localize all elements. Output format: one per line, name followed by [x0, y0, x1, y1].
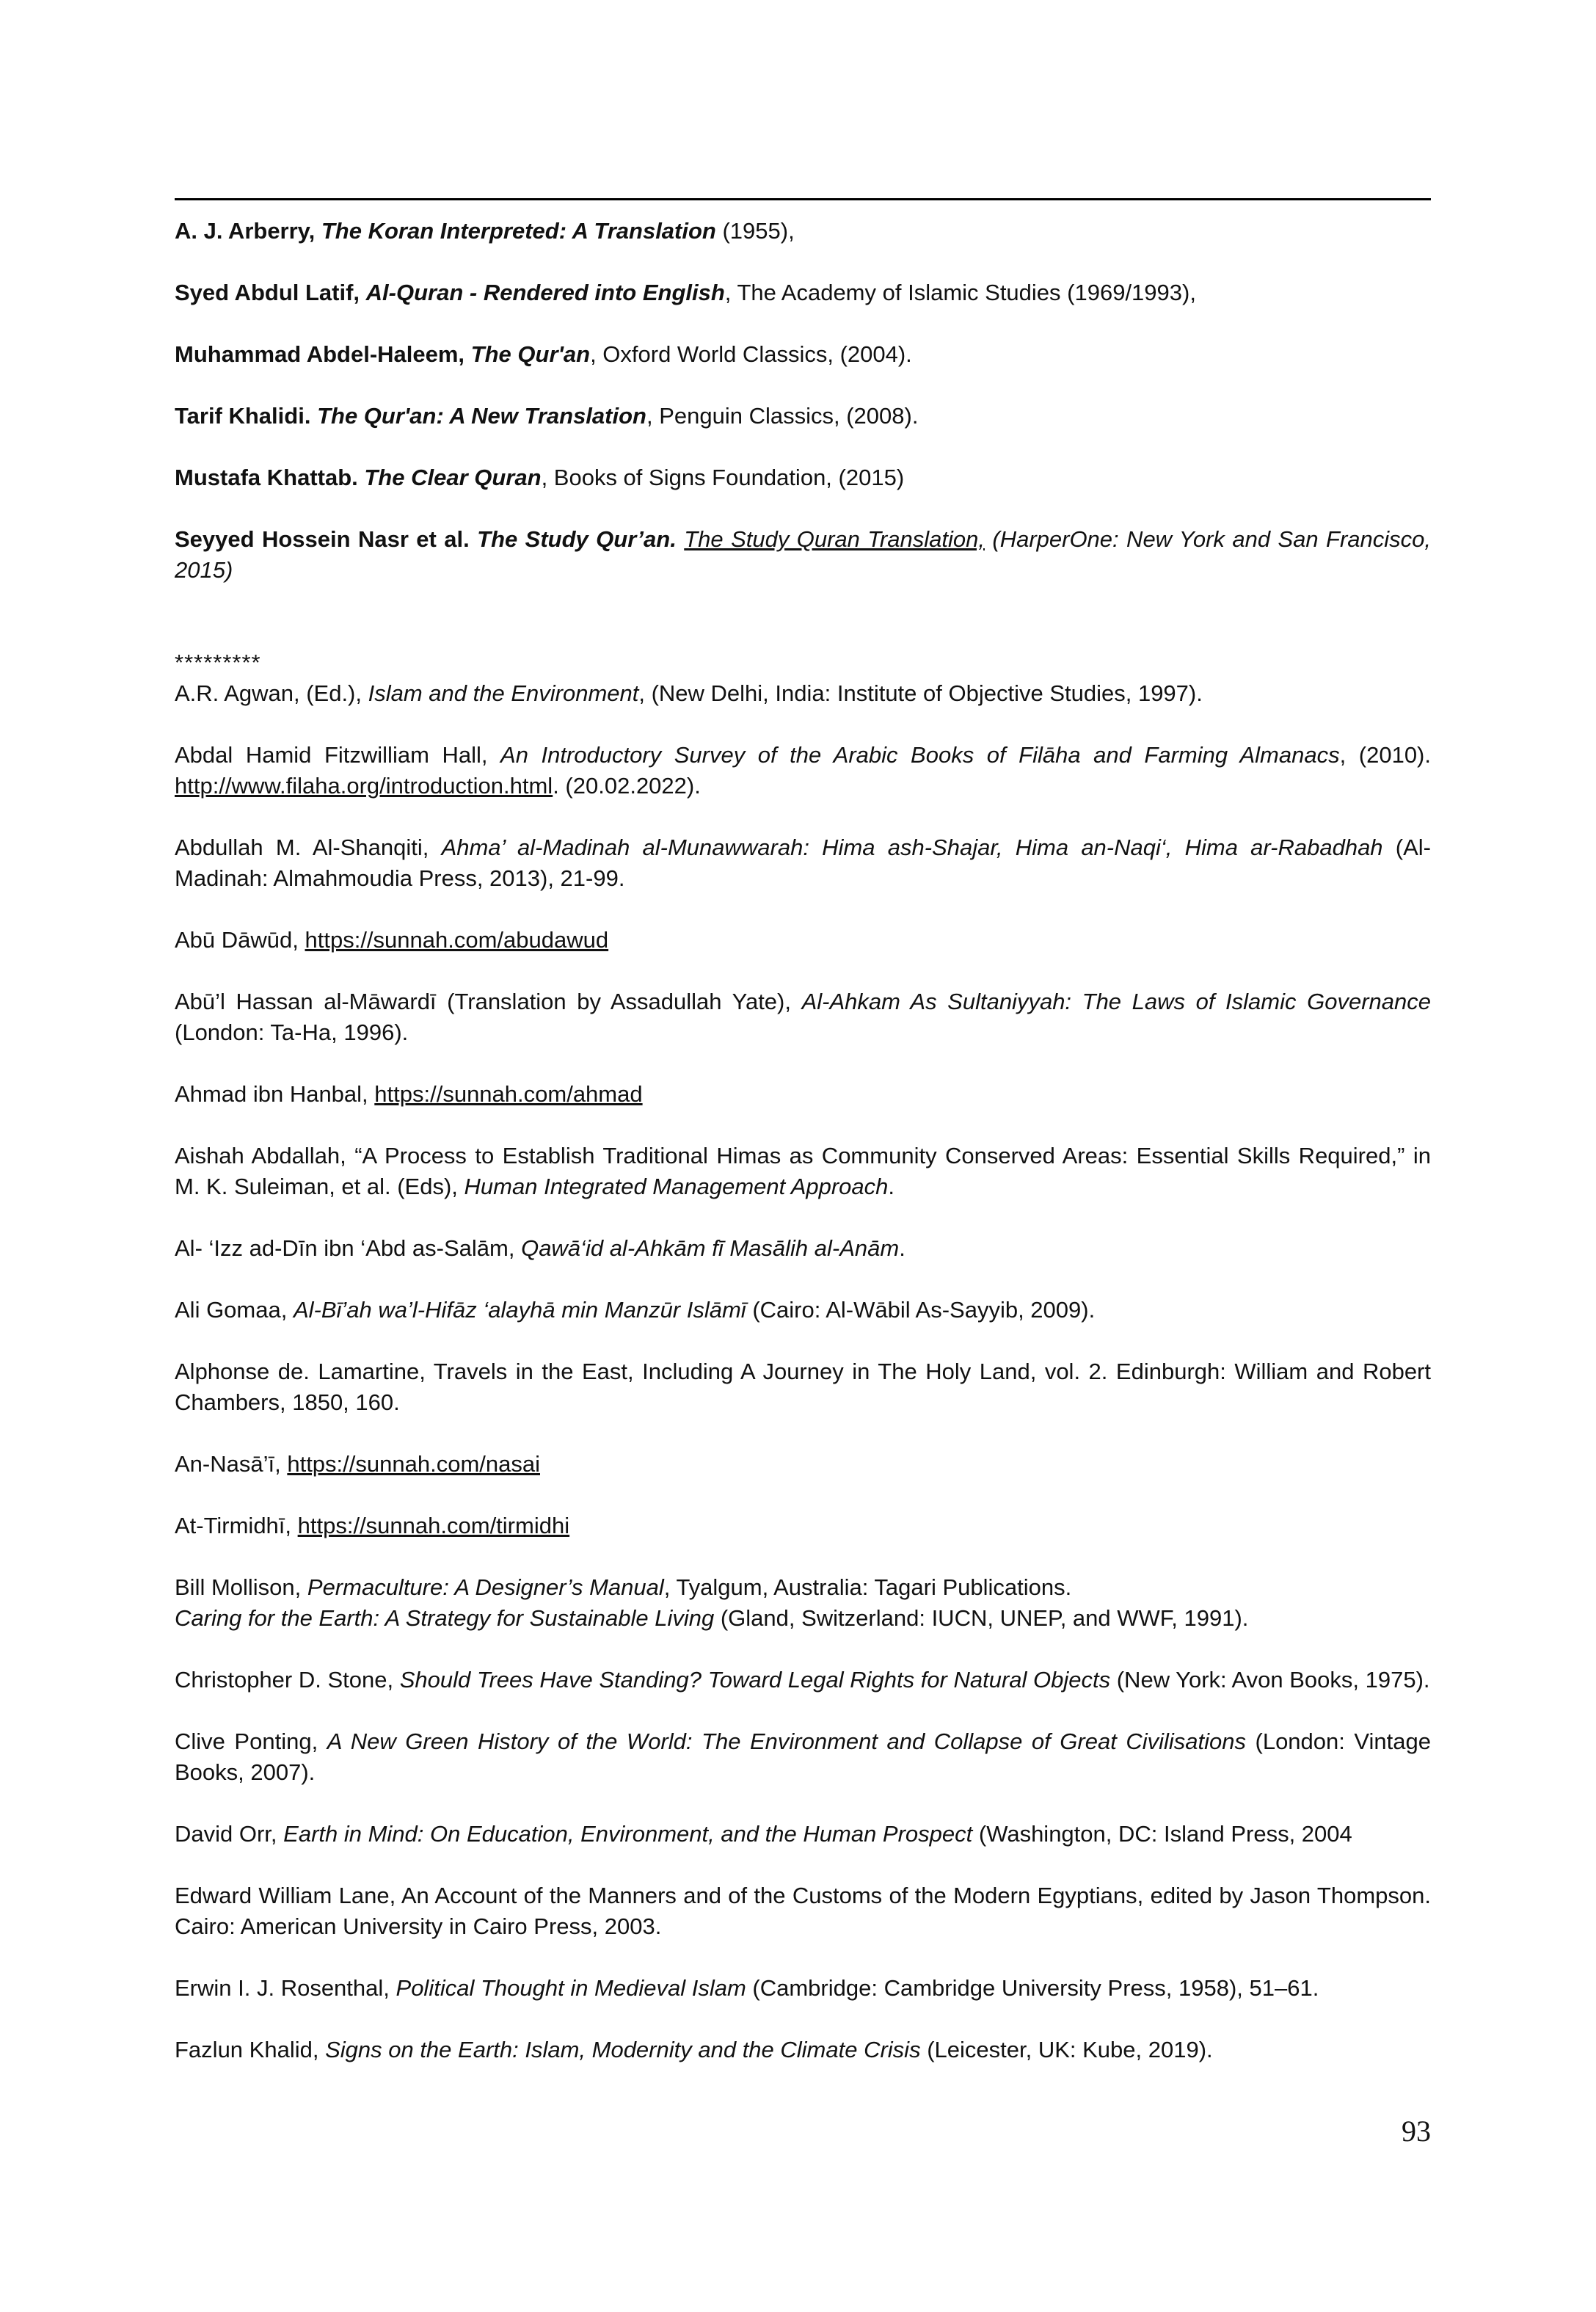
bib-entry-khalidi: Tarif Khalidi. The Qur'an: A New Translation, Penguin Classics, (2008).	[175, 403, 919, 429]
bib-entry-caring: Caring for the Earth: A Strategy for Sustainable Living (Gland, Switzerland: IUCN, UNEP, and WWF, 1991).	[175, 1605, 1249, 1631]
bib-entry-rosenthal: Erwin I. J. Rosenthal, Political Thought in Medieval Islam (Cambridge: Cambridge University Press, 1958), 51–61.	[175, 1975, 1319, 2001]
nasai-link[interactable]: https://sunnah.com/nasai	[287, 1451, 540, 1477]
bib-entry-lamartine: Alphonse de. Lamartine, Travels in the East, Including A Journey in The Holy Land, vol. 2. Edinburgh: William and Robert Chambers, 1850, 160.	[175, 1359, 1431, 1415]
page-number: 93	[1402, 2115, 1431, 2148]
bib-entry-mollison: Bill Mollison, Permaculture: A Designer’s Manual, Tyalgum, Australia: Tagari Publications.	[175, 1574, 1072, 1600]
bib-entry-khalid: Fazlun Khalid, Signs on the Earth: Islam, Modernity and the Climate Crisis (Leicester, UK: Kube, 2019).	[175, 2037, 1213, 2062]
tirmidhi-link[interactable]: https://sunnah.com/tirmidhi	[297, 1513, 570, 1538]
bib-entry-nasai: An-Nasā’ī, https://sunnah.com/nasai	[175, 1451, 540, 1477]
section-separator: *********	[175, 650, 261, 675]
bib-entry-khattab: Mustafa Khattab. The Clear Quran, Books of Signs Foundation, (2015)	[175, 465, 905, 490]
bib-entry-tirmidhi: At-Tirmidhī, https://sunnah.com/tirmidhi	[175, 1513, 570, 1538]
bib-entry-shanqiti: Abdullah M. Al-Shanqiti, Ahma’ al-Madinah al-Munawwarah: Hima ash-Shajar, Hima an-Naqi‘, Hima ar-Rabadhah (Al-Madinah: Almahmoudia Press, 2013), 21-99.	[175, 835, 1431, 891]
bib-entry-abdel-haleem: Muhammad Abdel-Haleem, The Qur'an, Oxford World Classics, (2004).	[175, 341, 912, 367]
bib-entry-orr: David Orr, Earth in Mind: On Education, Environment, and the Human Prospect (Washington, DC: Island Press, 2004	[175, 1821, 1352, 1847]
bib-entry-mawardi: Abū’l Hassan al-Māwardī (Translation by Assadullah Yate), Al-Ahkam As Sultaniyyah: The Laws of Islamic Governance (London: Ta-Ha, 1996).	[175, 989, 1431, 1045]
bib-entry-agwan: A.R. Agwan, (Ed.), Islam and the Environment, (New Delhi, India: Institute of Objective Studies, 1997).	[175, 680, 1203, 706]
bib-entry-hanbal: Ahmad ibn Hanbal, https://sunnah.com/ahmad	[175, 1081, 643, 1107]
bib-entry-dawud: Abū Dāwūd, https://sunnah.com/abudawud	[175, 927, 609, 953]
bib-entry-arberry: A. J. Arberry, The Koran Interpreted: A Translation (1955),	[175, 218, 795, 244]
bib-entry-stone: Christopher D. Stone, Should Trees Have Standing? Toward Legal Rights for Natural Objects (New York: Avon Books, 1975).	[175, 1667, 1430, 1693]
ahmad-link[interactable]: https://sunnah.com/ahmad	[374, 1081, 643, 1107]
bib-entry-lane: Edward William Lane, An Account of the Manners and of the Customs of the Modern Egyptians, edited by Jason Thompson. Cairo: American University in Cairo Press, 2003.	[175, 1883, 1431, 1939]
bib-entry-abdallah: Aishah Abdallah, “A Process to Establish Traditional Himas as Community Conserved Areas: Essential Skills Required,” in M. K. Suleiman, et al. (Eds), Human Integrated Management Approach.	[175, 1143, 1431, 1199]
filaha-link[interactable]: http://www.filaha.org/introduction.html	[175, 773, 553, 799]
study-quran-link[interactable]: The Study Quran Translation,	[684, 526, 985, 552]
bib-entry-izz: Al- ‘Izz ad-Dīn ibn ‘Abd as-Salām, Qawā‘id al-Ahkām fī Masālih al-Anām.	[175, 1235, 906, 1261]
bib-entry-hall: Abdal Hamid Fitzwilliam Hall, An Introductory Survey of the Arabic Books of Filāha and Farming Almanacs, (2010). http://www.filaha.org/introduction.html. (20.02.2022).	[175, 742, 1431, 799]
abudawud-link[interactable]: https://sunnah.com/abudawud	[305, 927, 609, 953]
top-rule	[175, 198, 1431, 200]
bib-entry-gomaa: Ali Gomaa, Al-Bī’ah wa’l-Hifāz ‘alayhā min Manzūr Islāmī (Cairo: Al-Wābil As-Sayyib, 2009).	[175, 1297, 1096, 1323]
bib-entry-nasr: Seyyed Hossein Nasr et al. The Study Qur’an. The Study Quran Translation, (HarperOne: New York and San Francisco, 2015)	[175, 526, 1431, 583]
bib-entry-ponting: Clive Ponting, A New Green History of the World: The Environment and Collapse of Great Civilisations (London: Vintage Books, 2007).	[175, 1728, 1431, 1785]
bibliography	[175, 216, 1431, 2096]
bib-entry-latif: Syed Abdul Latif, Al-Quran - Rendered into English, The Academy of Islamic Studies (1969/1993),	[175, 280, 1196, 305]
